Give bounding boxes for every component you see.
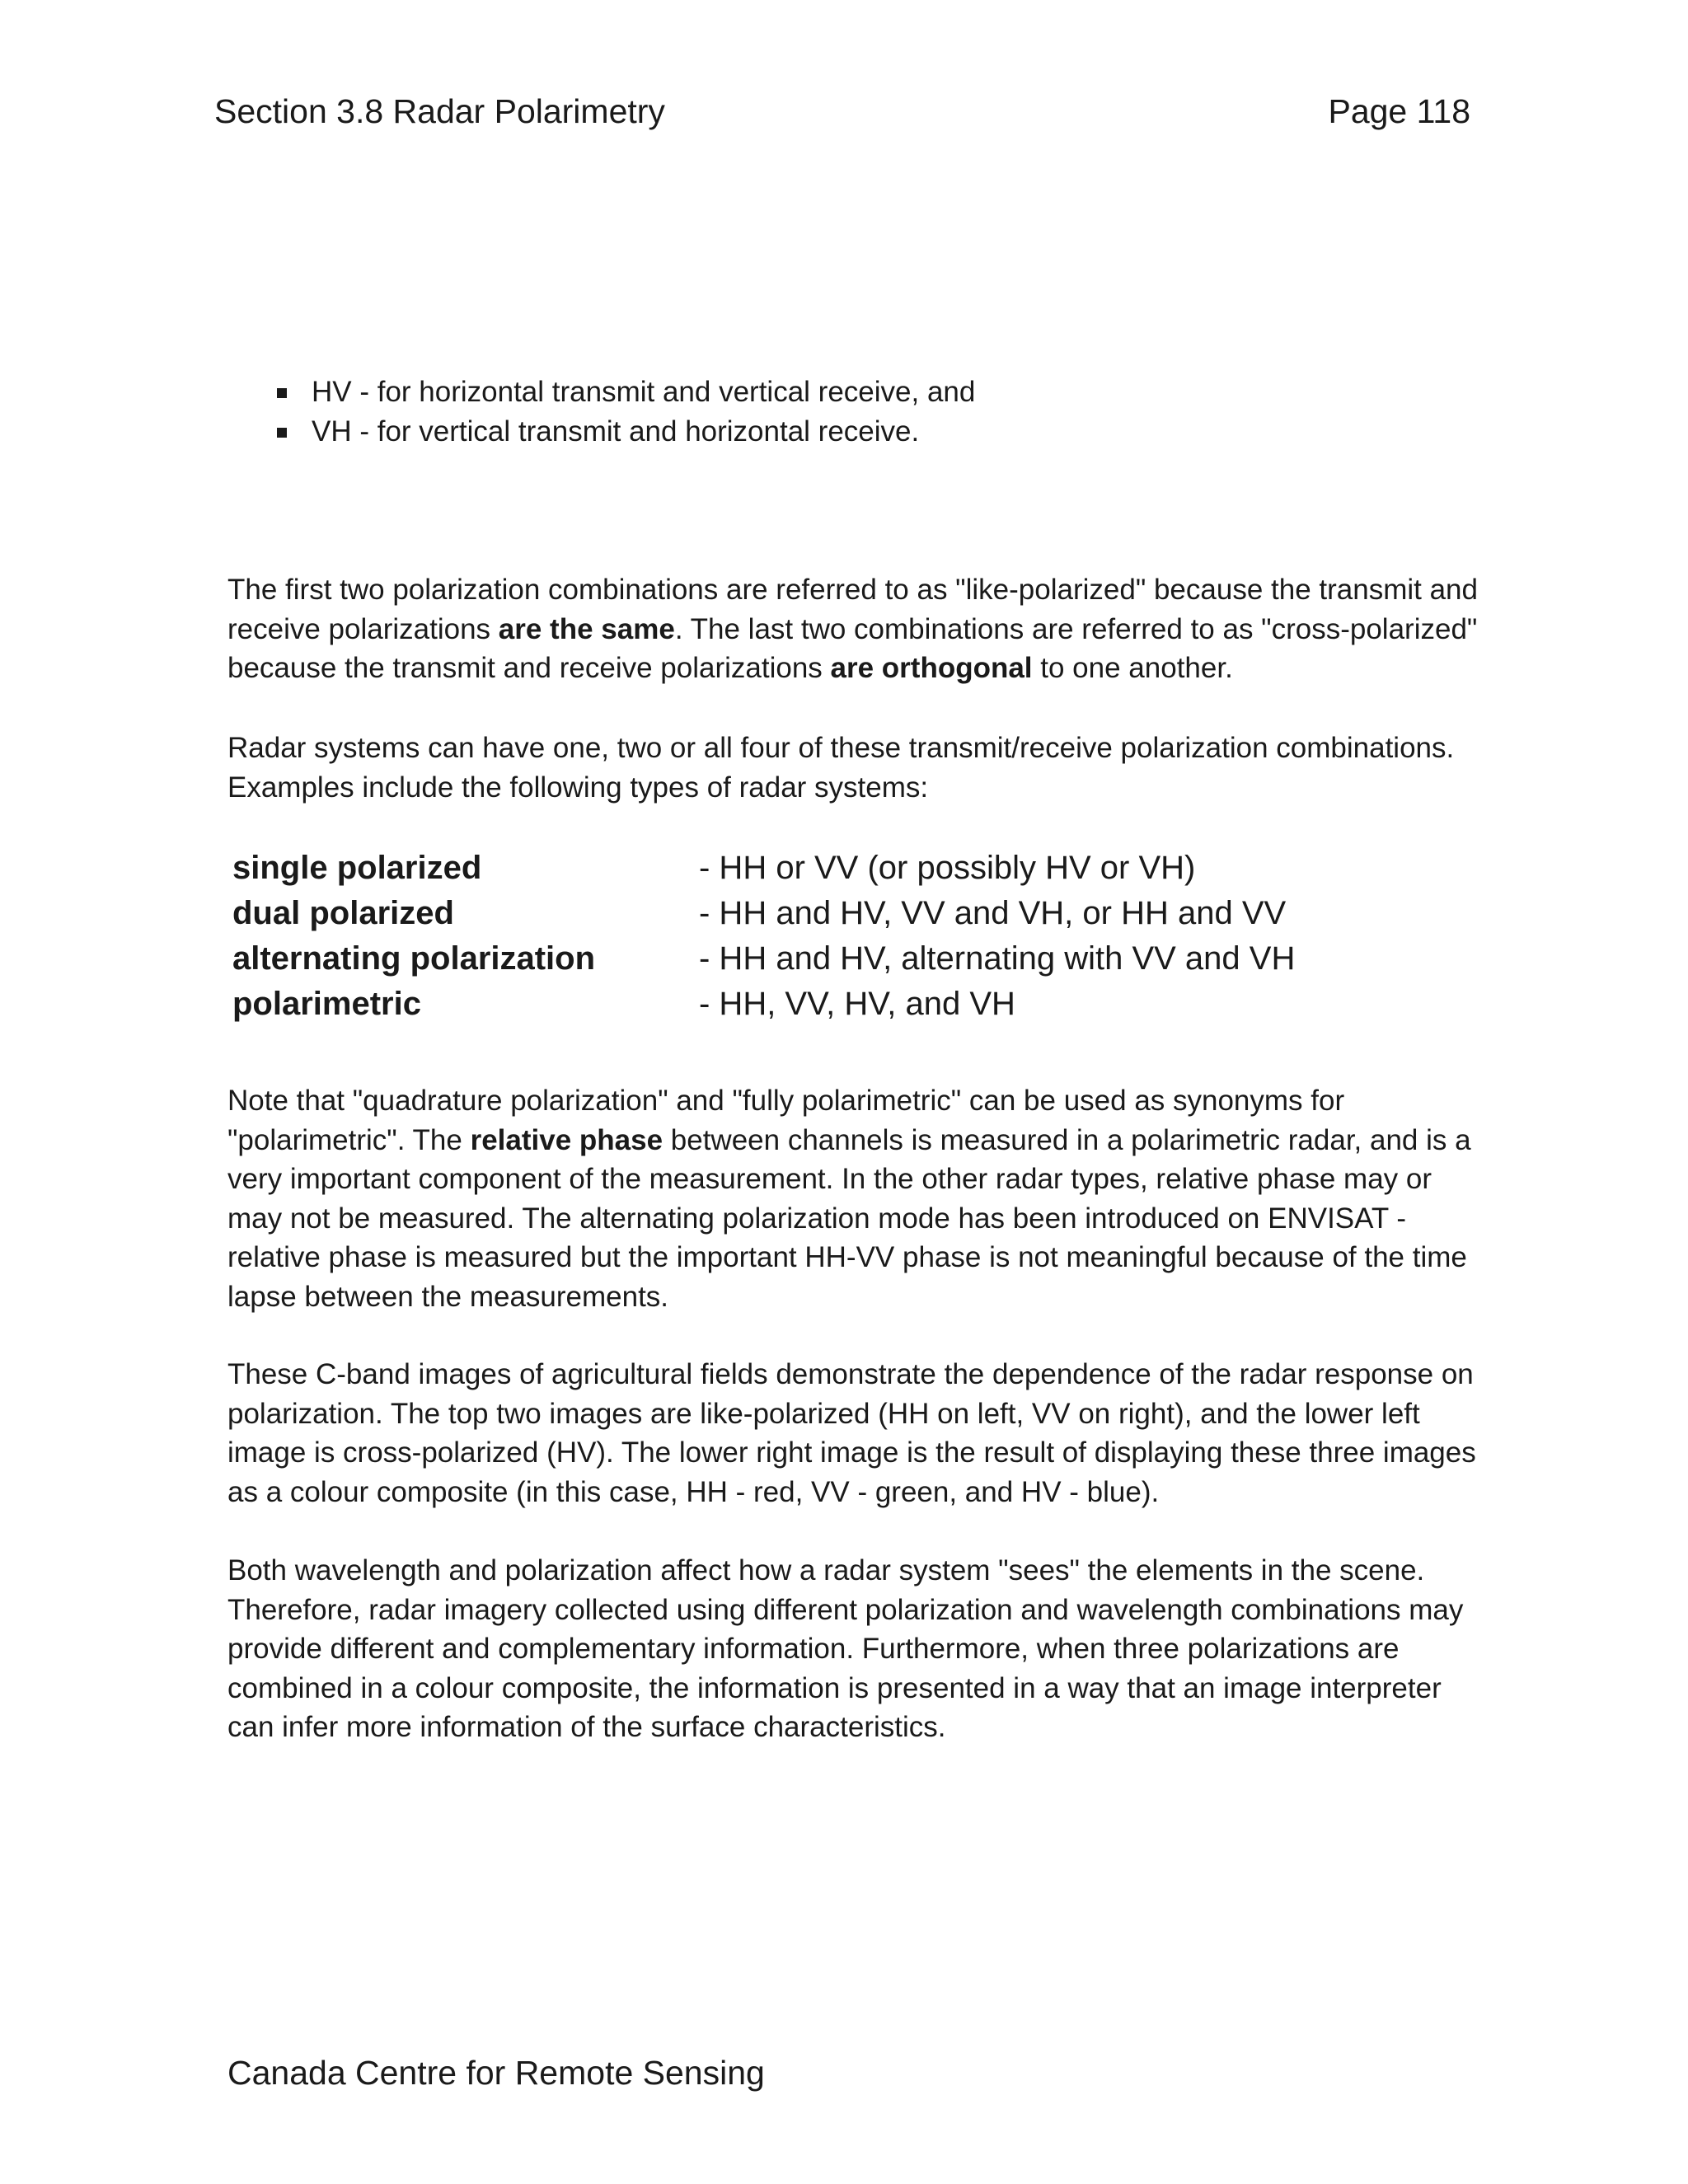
- footer-organization: Canada Centre for Remote Sensing: [227, 2054, 765, 2092]
- bullet-square-icon: [277, 428, 287, 438]
- radar-type-name: dual polarized: [232, 895, 454, 931]
- radar-type-description: - HH or VV (or possibly HV or VH): [699, 850, 1196, 886]
- table-row: [232, 982, 1295, 1027]
- paragraph-wavelength-polarization: Both wavelength and polarization affect how a radar system "sees" the elements in the scene. Therefore, radar imagery collected using different polarization and wavelength combinations may provide different and complementary information. Furthermore, when three polarizations are combined in a colour composite, the information is presented in a way that an image interpreter can infer more information of the surface characteristics.: [227, 1554, 1464, 1743]
- table-row: [232, 936, 1295, 982]
- paragraph-c-band-images: These C-band images of agricultural fields demonstrate the dependence of the radar response on polarization. The top two images are like-polarized (HH on left, VV on right), and the lower left image is cross-polarized (HV). The lower right image is the result of displaying these three images as a colour composite (in this case, HH - red, VV - green, and HV - blue).: [227, 1358, 1476, 1508]
- table-row: [232, 846, 1295, 891]
- radar-type-description: - HH, VV, HV, and VH: [699, 986, 1015, 1022]
- paragraph-relative-phase: [227, 1081, 1480, 1316]
- paragraph-text: The first two polarization combinations are referred to as "like-polarized" because the transmit and receive polarizations: [227, 574, 1478, 645]
- radar-type-name: single polarized: [232, 850, 482, 886]
- bullet-text: HV - for horizontal transmit and vertical receive, and: [312, 376, 976, 408]
- page-number: Page 118: [1328, 92, 1470, 130]
- radar-type-description: - HH and HV, alternating with VV and VH: [699, 940, 1296, 977]
- emphasis-text: relative phase: [470, 1123, 663, 1156]
- list-item: [275, 412, 975, 452]
- radar-type-name: polarimetric: [232, 986, 421, 1022]
- bullet-text: VH - for vertical transmit and horizontal receive.: [312, 415, 920, 448]
- paragraph-like-cross-polarized: [227, 570, 1480, 688]
- radar-type-description: - HH and HV, VV and VH, or HH and VV: [699, 895, 1287, 931]
- polarization-bullet-list: [275, 373, 975, 452]
- emphasis-text: are orthogonal: [830, 652, 1033, 684]
- paragraph-text: Note that "quadrature polarization" and "fully polarimetric" can be used as synonyms for "polarimetric". The: [227, 1085, 1345, 1156]
- section-title: Section 3.8 Radar Polarimetry: [214, 92, 665, 130]
- list-item: [275, 373, 975, 412]
- radar-types-table: [232, 846, 1295, 1027]
- radar-type-name: alternating polarization: [232, 940, 596, 977]
- table-row: [232, 891, 1295, 936]
- paragraph-text: between channels is measured in a polarimetric radar, and is a very important component of the measurement. In the other radar types, relative phase may or may not be measured. The alternating polarization mode has been introduced on ENVISAT - relative phase is measured but the important HH-VV phase is not meaningful because of the time lapse between the measurements.: [227, 1123, 1471, 1313]
- paragraph-text: to one another.: [1032, 652, 1233, 684]
- paragraph-radar-systems: Radar systems can have one, two or all four of these transmit/receive polarization combinations. Examples include the following types of radar systems:: [227, 732, 1455, 804]
- paragraph-text: . The last two combinations are referred to as "cross-polarized" because the transmit and receive polarizations: [227, 612, 1478, 684]
- bullet-square-icon: [277, 388, 287, 398]
- emphasis-text: are the same: [498, 612, 675, 645]
